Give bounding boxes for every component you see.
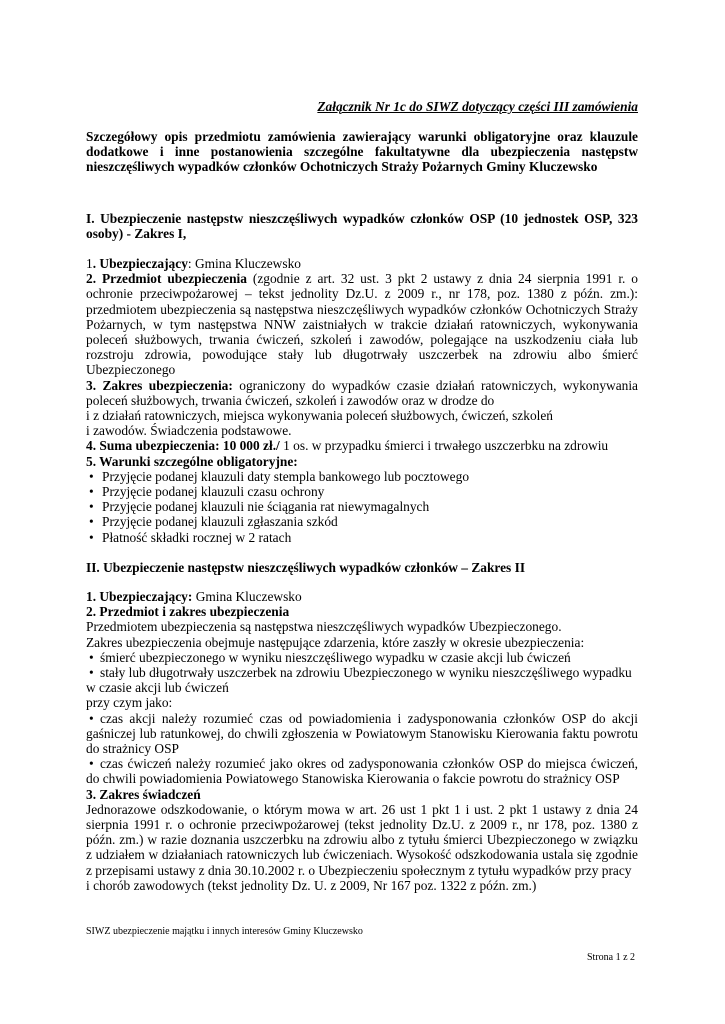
list-item bbox=[86, 499, 638, 514]
section-2-item-subject: 2. Przedmiot i zakres ubezpieczenia bbox=[86, 604, 290, 620]
list-item-text: Przyjęcie podanej klauzuli zgłaszania szkód bbox=[102, 514, 338, 530]
bullet-icon: • bbox=[89, 710, 94, 726]
text-line: z przepisami ustawy z dnia 30.10.2002 r. o Ubezpieczeniu społecznym z tytułu wypadków przy pracy bbox=[86, 862, 632, 878]
item-value: Gmina Kluczewsko bbox=[192, 589, 302, 604]
definition-text: czas akcji należy rozumieć czas od powiadomienia i zadysponowania członków OSP do akcji bbox=[100, 710, 638, 726]
list-item-text: stały lub długotrwały uszczerbek na zdrowiu Ubezpieczonego w wyniku nieszczęśliwego wypadku bbox=[100, 665, 632, 681]
bullet-icon: • bbox=[89, 665, 94, 681]
item-text: (zgodnie z art. 32 ust. 3 pkt 2 ustawy z dnia 24 sierpnia 1991 r. o bbox=[246, 271, 638, 287]
item-text: 1 os. w przypadku śmierci i trwałego uszczerbku na zdrowiu bbox=[279, 438, 609, 454]
bullet-icon: • bbox=[89, 649, 94, 665]
item-text: ograniczony do wypadków czasie działań ratowniczych, wykonywania bbox=[232, 377, 638, 393]
text-line: Przedmiotem ubezpieczenia są następstwa nieszczęśliwych wypadków Ubezpieczonego. bbox=[86, 619, 562, 635]
item-label: 2. Przedmiot ubezpieczenia bbox=[86, 271, 247, 287]
text-line: do chwili powiadomienia Powiatowego Stanowiska Kierowania o fakcie powrotu do strażnicy OSP bbox=[86, 771, 620, 787]
bullet-icon: • bbox=[89, 484, 94, 500]
item-label: 4. Suma ubezpieczenia: 10 000 zł./ bbox=[86, 438, 280, 454]
section-1-item-subject bbox=[86, 271, 638, 286]
page-footer: SIWZ ubezpieczenie majątku i innych interesów Gminy Kluczewsko bbox=[86, 926, 363, 937]
list-item-text: Przyjęcie podanej klauzuli nie ściągania rat niewymagalnych bbox=[102, 499, 430, 515]
item-sep: : bbox=[187, 256, 192, 271]
bullet-icon: • bbox=[89, 499, 94, 515]
bullet-icon: • bbox=[89, 529, 94, 545]
title-line: Szczegółowy opis przedmiotu zamówienia zawierający warunki obligatoryjne oraz klauzule bbox=[86, 129, 638, 144]
section-1-item-insurer bbox=[86, 256, 638, 271]
item-value: Gmina Kluczewsko bbox=[191, 256, 301, 271]
section-1-heading-text: osoby) - Zakres I, bbox=[86, 226, 187, 242]
text-line: poleceń służbowych, trwania ćwiczeń, szkoleń i zawodów, polegające na uszkodzeniu ciała lub bbox=[86, 332, 638, 348]
section-1-item-scope bbox=[86, 378, 638, 393]
section-1-item-conditions: 5. Warunki szczególne obligatoryjne: bbox=[86, 453, 298, 469]
text-line: Pożarnych, w tym następstwa NNW zaistniałych w trakcie działań ratowniczych, wykonywania bbox=[86, 316, 638, 332]
document-title bbox=[86, 129, 638, 175]
list-item-text: śmierć ubezpieczonego w wyniku nieszczęśliwego wypadku w czasie akcji lub ćwiczeń bbox=[100, 649, 571, 665]
bullet-icon: • bbox=[89, 756, 94, 772]
text-line: i z działań ratowniczych, miejsca wykonywania poleceń służbowych, ćwiczeń, szkoleń bbox=[86, 408, 554, 424]
title-line: dodatkowe i inne postanowienia szczególne fakultatywne dla ubezpieczenia następstw bbox=[86, 144, 638, 160]
list-item bbox=[86, 530, 638, 545]
section-2-heading bbox=[86, 560, 638, 575]
section-2-heading-text: II. Ubezpieczenie następstw nieszczęśliwych wypadków członków – Zakres II bbox=[86, 560, 526, 575]
text-line: rozstroju zdrowia, powodujące stały lub długotrwały uszczerbek na zdrowiu albo śmierć bbox=[86, 347, 638, 363]
list-item bbox=[86, 514, 638, 529]
attachment-header: Załącznik Nr 1c do SIWZ dotyczący części III zamówienia bbox=[317, 99, 638, 114]
list-item bbox=[86, 484, 638, 499]
list-item-text: Przyjęcie podanej klauzuli daty stempla bankowego lub pocztowego bbox=[102, 468, 470, 484]
text-line: Ubezpieczonego bbox=[86, 362, 176, 378]
section-1-number: I. bbox=[86, 211, 95, 226]
list-item bbox=[86, 665, 638, 680]
text-line: przy czym jako: bbox=[86, 695, 173, 711]
list-item bbox=[86, 469, 638, 484]
title-line: nieszczęśliwych wypadków członków Ochotniczych Straży Pożarnych Gminy Kluczewsko bbox=[86, 159, 598, 175]
text-line: i chorób zawodowych (tekst jednolity Dz. U. z 2009, Nr 167 poz. 1322 z późn. zm.) bbox=[86, 877, 537, 893]
text-line: Zakres ubezpieczenia obejmuje następujące zdarzenia, które zaszły w okresie ubezpieczenia: bbox=[86, 634, 585, 650]
text-line: do strażnicy OSP bbox=[86, 741, 179, 757]
text-line: Jednorazowe odszkodowanie, o którym mowa w art. 26 ust 1 pkt 1 i ust. 2 pkt 1 ustawy z dnia 24 bbox=[86, 801, 638, 817]
list-item bbox=[86, 650, 638, 665]
section-2-body bbox=[86, 589, 638, 893]
page-number: Strona 1 z 2 bbox=[587, 952, 636, 963]
definition-item bbox=[86, 711, 638, 726]
section-2-item-insurer bbox=[86, 589, 638, 604]
text-line: późn. zm.) w razie doznania uszczerbku na zdrowiu albo z tytułu śmierci Ubezpieczonego w związku bbox=[86, 832, 638, 848]
bullet-icon: • bbox=[89, 514, 94, 530]
section-1-item-sum bbox=[86, 438, 638, 453]
item-number: 1 bbox=[86, 256, 93, 271]
definition-item bbox=[86, 756, 638, 771]
item-label: 1. Ubezpieczający: bbox=[86, 589, 193, 604]
item-label: 3. Zakres ubezpieczenia: bbox=[86, 377, 233, 393]
list-item-text: Przyjęcie podanej klauzuli czasu ochrony bbox=[102, 484, 325, 500]
text-line: z udziałem w działaniach ratowniczych lub ćwiczeniach. Wysokość odszkodowania ustala się zgodnie bbox=[86, 847, 638, 863]
text-line: w czasie akcji lub ćwiczeń bbox=[86, 680, 229, 696]
text-line: poleceń służbowych, trwania ćwiczeń, szkoleń i zawodów oraz w drodze do bbox=[86, 392, 495, 408]
definition-text: czas ćwiczeń należy rozumieć jako okres od zadysponowania członków OSP do miejsca ćwiczeń, bbox=[100, 756, 638, 772]
text-line: i zawodów. Świadczenia podstawowe. bbox=[86, 423, 292, 439]
text-line: gaśniczej lub ratunkowej, do chwili zgłoszenia w Powiatowym Stanowisku Kierowania faktu powrotu bbox=[86, 725, 638, 741]
item-label: . Ubezpieczający bbox=[92, 256, 188, 271]
text-line: ochronie przeciwpożarowej – tekst jednolity Dz.U. z 2009 r., nr 178, poz. 1380 z późn. zm.): bbox=[86, 286, 638, 302]
text-line: przedmiotem ubezpieczenia są następstwa nieszczęśliwych wypadków członków Ochotniczych Straży bbox=[86, 301, 638, 317]
section-2-item-benefits: 3. Zakres świadczeń bbox=[86, 786, 201, 802]
section-1-heading-text: Ubezpieczenie następstw nieszczęśliwych wypadków członków OSP (10 jednostek OSP, 323 bbox=[100, 211, 638, 226]
section-1-body bbox=[86, 256, 638, 545]
bullet-icon: • bbox=[89, 468, 94, 484]
section-1-heading bbox=[86, 211, 638, 241]
text-line: sierpnia 1991 r. o ochronie przeciwpożarowej (tekst jednolity Dz.U. z 2009 r., nr 178, poz. 1380 z bbox=[86, 817, 638, 833]
list-item-text: Płatność składki rocznej w 2 ratach bbox=[102, 529, 292, 545]
